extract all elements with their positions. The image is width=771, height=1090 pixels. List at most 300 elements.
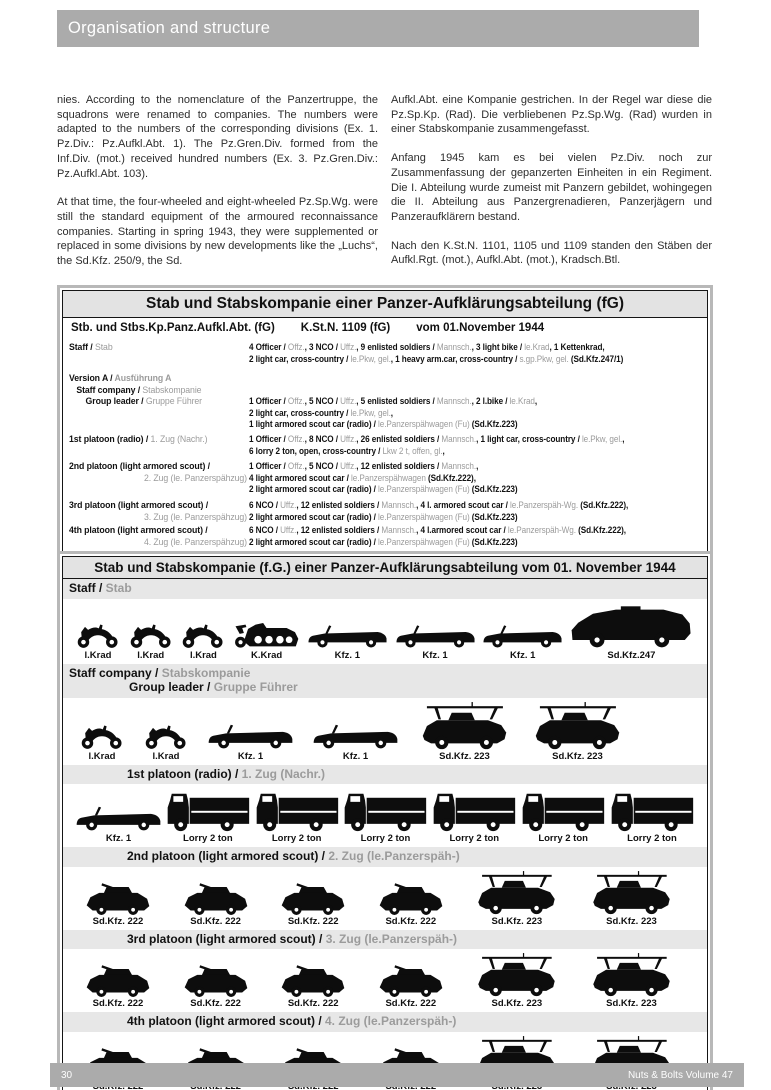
row-label: [69, 434, 247, 457]
text-segment: 2 light armored scout car (radio) /: [249, 536, 379, 548]
row-content: [247, 434, 699, 457]
text-line: [83, 537, 247, 549]
text-segment: Mannsch.: [381, 525, 417, 537]
vehicle-label: Sd.Kfz. 223: [439, 750, 490, 762]
kstn-unit-abbr: Stb. und Stbs.Kp.Panz.Aufkl.Abt. (fG): [71, 322, 275, 334]
text-segment: (Sd.Kfz.222),: [578, 499, 629, 511]
text-segment: Offz.: [287, 342, 305, 353]
sdkfz223-silhouette-icon: [588, 871, 675, 915]
text-segment: le.Panzerspähwagen (Fu): [378, 484, 470, 496]
text-segment: le.Pkw, gel.: [350, 407, 391, 419]
org-chart: [57, 551, 713, 1090]
row-content: [247, 461, 699, 496]
motorcycle-silhouette-icon: [79, 724, 125, 750]
text-segment: le.Pkw, gel.: [350, 353, 391, 365]
vehicle-label: Sd.Kfz. 222: [385, 998, 437, 1009]
text-segment: 4th platoon (light armored scout) /: [127, 1014, 325, 1028]
vehicle-label: l.Krad: [84, 649, 112, 661]
row-label: [69, 373, 247, 431]
org-chart-title: Stab und Stabskompanie (f.G.) einer Panzer-Aufklärungsabteilung vom 01. November 1944: [63, 557, 707, 579]
section-band: [63, 1012, 707, 1032]
vehicle-label: Kfz. 1: [510, 649, 536, 661]
vehicle-label: Lorry 2 ton: [627, 833, 677, 844]
text-segment: ,: [622, 433, 625, 445]
staff-car-silhouette: [307, 621, 388, 661]
text-segment: Version A /: [69, 373, 115, 385]
paragraph: Nach den K.St.N. 1101, 1105 und 1109 standen den Stäben der Aufkl.Rgt. (mot.), Aufkl.Abt. (mot.), Kradsch.Btl.: [391, 239, 712, 267]
org-chart-body: [63, 579, 707, 1090]
text-line: [69, 461, 233, 473]
text-segment: 9 enlisted soldiers /: [360, 342, 437, 353]
text-line: [69, 932, 701, 947]
section-band: [63, 847, 707, 867]
text-segment: le.Panzerspäh-Wg.: [507, 525, 576, 537]
text-line: [69, 1014, 701, 1029]
text-segment: ,: [304, 396, 309, 408]
section-band: [63, 664, 707, 698]
lorry-silhouette-icon: [431, 788, 517, 832]
sdkfz223-silhouette: [473, 953, 560, 1009]
vehicle-label: Kfz. 1: [342, 750, 369, 762]
motorcycle-silhouette: [180, 623, 226, 661]
vehicle-label: Sd.Kfz. 222: [190, 998, 241, 1009]
text-segment: (Sd.Kfz.222),: [575, 525, 626, 537]
text-line: [249, 500, 636, 512]
vehicle-label: Lorry 2 ton: [271, 833, 322, 844]
text-segment: Offz.: [287, 396, 305, 408]
text-segment: 1 Officer /: [249, 461, 288, 473]
lorry-silhouette-icon: [165, 788, 251, 832]
text-line: [249, 484, 636, 496]
text-segment: Uffz.: [280, 499, 297, 511]
sdkfz223-silhouette-icon: [588, 953, 675, 997]
page-footer-bar: [50, 1063, 744, 1087]
vehicle-label: Sd.Kfz. 222: [92, 915, 144, 927]
text-column-right: [391, 93, 712, 283]
text-segment: 2nd platoon (light armored scout) /: [127, 849, 329, 863]
text-segment: ,: [416, 499, 421, 511]
text-line: [249, 461, 636, 473]
text-segment: ,: [304, 342, 309, 353]
vehicle-label: Sd.Kfz. 223: [606, 915, 657, 927]
text-segment: Staff /: [69, 342, 95, 353]
sdkfz222-silhouette: [278, 881, 348, 927]
kstn-table: [57, 285, 713, 562]
text-segment: 12 enlisted soldiers /: [360, 461, 442, 473]
lorry-silhouette-icon: [609, 788, 695, 832]
text-segment: Offz.: [287, 461, 305, 473]
paragraph: nies. According to the nomenclature of the Panzertruppe, the squadrons were renamed to companies. The numbers were adapted to the numbers of the corresponding divisions (Ex. 1. Pz.Div.: Pz.Aufkl.Abt. 1). The Pz.Gren.Div. formed from the Inf.Div. (mot.) received hundred numbers (Ex. 3. Pz.Gren.Div.: Pz.Aufkl.Abt. 103).: [57, 94, 378, 180]
text-line: [249, 525, 636, 537]
sdkfz247-silhouette: [570, 603, 693, 661]
text-line: [249, 434, 636, 446]
text-segment: Lkw 2 t, offen, gl.: [382, 445, 443, 457]
vehicle-label: Kfz. 1: [422, 649, 448, 661]
sdkfz222-silhouette: [83, 881, 153, 927]
motorcycle-silhouette-icon: [143, 724, 189, 750]
vehicle-label: Lorry 2 ton: [360, 833, 411, 844]
sdkfz223-silhouette-icon: [473, 871, 560, 915]
text-segment: Mannsch.: [441, 433, 477, 445]
text-segment: Uffz.: [340, 461, 357, 473]
vehicle-label: Sd.Kfz. 222: [92, 998, 144, 1009]
vehicle-label: Sd.Kfz. 223: [491, 998, 543, 1009]
row-label: [69, 461, 247, 496]
text-segment: Mannsch.: [381, 499, 417, 511]
section-band: [63, 579, 707, 599]
text-segment: (Sd.Kfz.223): [469, 511, 518, 523]
text-segment: 26 enlisted soldiers /: [360, 433, 442, 445]
lorry-silhouette: [342, 788, 428, 844]
vehicle-row: [63, 698, 707, 765]
sdkfz223-silhouette: [588, 871, 675, 927]
table-row: [69, 500, 699, 523]
text-segment: 5 NCO /: [308, 461, 341, 473]
vehicle-label: l.Krad: [152, 750, 180, 762]
text-segment: ,: [296, 525, 301, 537]
text-segment: 1 Officer /: [249, 433, 288, 445]
sdkfz222-silhouette-icon: [181, 881, 251, 915]
text-segment: ,: [476, 461, 479, 473]
kstn-table-title: Stab und Stabskompanie einer Panzer-Aufklärungsabteilung (fG): [63, 291, 707, 318]
text-line: [69, 385, 233, 397]
text-line: [249, 473, 636, 485]
text-segment: (Sd.Kfz.223): [469, 419, 518, 431]
staff-car-silhouette-icon: [207, 720, 294, 750]
staff-car-silhouette-icon: [307, 621, 388, 649]
sdkfz222-silhouette-icon: [278, 963, 348, 997]
sdkfz223-silhouette-icon: [530, 702, 625, 750]
vehicle-label: Kfz. 1: [237, 750, 264, 762]
text-segment: 2nd platoon (light armored scout) /: [69, 461, 211, 473]
sdkfz222-silhouette-icon: [83, 963, 153, 997]
vehicle-label: l.Krad: [137, 649, 165, 661]
row-content: [247, 342, 699, 365]
sdkfz222-silhouette-icon: [83, 881, 153, 915]
kstn-table-subtitle: [63, 318, 707, 336]
table-row: [69, 525, 699, 548]
text-segment: 4 l.armored scout car /: [420, 525, 508, 537]
text-segment: ,: [471, 396, 477, 408]
text-segment: 5 NCO /: [308, 396, 341, 408]
section-band: [63, 930, 707, 950]
paragraph: Anfang 1945 kam es bei vielen Pz.Div. noch zur Zusammenfassung der gepanzerten Einheiten in ein Regiment. Die I. Abteilung wurde zumeist mit Panzern gebildet, wohingegen die II. Abteilung aus Panzergrenadieren, Panzerjägern und Panzeraufklärern bestand.: [391, 152, 712, 223]
text-segment: 3 NCO /: [308, 342, 341, 353]
row-label: [69, 500, 247, 523]
lorry-silhouette-icon: [342, 788, 428, 832]
text-segment: 2. Zug (le. Panzerspähzug): [143, 472, 247, 484]
text-column-left: [57, 93, 378, 283]
text-segment: 2 light armored scout car (radio) /: [249, 511, 379, 523]
text-segment: 3. Zug (le.Panzerspäh-): [325, 931, 458, 946]
text-segment: 1 Kettenkrad,: [553, 342, 605, 353]
text-segment: Stab: [105, 581, 132, 595]
text-line: [249, 446, 636, 458]
text-line: [249, 537, 636, 549]
text-segment: ,: [356, 433, 361, 445]
text-segment: le.Panzerspäh-Wg.: [510, 499, 579, 511]
text-segment: (Sd.Kfz.223): [469, 484, 518, 496]
text-segment: Uffz.: [340, 433, 357, 445]
text-line: [249, 354, 636, 366]
org-chart-inner: [62, 556, 708, 1090]
text-segment: Stabskompanie: [142, 384, 202, 396]
motorcycle-silhouette-icon: [75, 623, 121, 649]
sdkfz222-silhouette-icon: [181, 963, 251, 997]
text-segment: Mannsch.: [441, 461, 477, 473]
lorry-silhouette: [254, 788, 340, 844]
text-segment: ,: [296, 499, 301, 511]
text-segment: Uffz.: [280, 525, 297, 537]
text-line: [249, 512, 636, 524]
text-segment: 6 NCO /: [249, 525, 281, 537]
vehicle-label: Sd.Kfz.247: [607, 649, 656, 661]
sdkfz223-silhouette: [588, 953, 675, 1009]
text-segment: ,: [549, 342, 554, 353]
motorcycle-silhouette: [128, 623, 174, 661]
motorcycle-silhouette-icon: [180, 623, 226, 649]
motorcycle-silhouette: [75, 623, 121, 661]
text-segment: Stab: [94, 342, 113, 353]
text-segment: le.Pkw, gel.: [581, 433, 623, 445]
text-segment: 4th platoon (light armored scout) /: [69, 525, 208, 537]
text-segment: Gruppe Führer: [213, 680, 298, 694]
staff-car-silhouette-icon: [312, 720, 399, 750]
text-line: [69, 680, 701, 695]
text-segment: Uffz.: [340, 342, 357, 353]
text-segment: 2 light car, cross-country /: [249, 353, 351, 365]
paragraph: At that time, the four-wheeled and eight-wheeled Pz.Sp.Wg. were still the standard equipment of the armoured reconnaissance companies. Starting in spring 1943, they were supplemented or replaced in some divisions by new developments like the „Luchs“, the Sd.Kfz. 250/9, the Sd.: [57, 196, 378, 268]
section-band: [63, 765, 707, 785]
staff-car-silhouette: [312, 720, 399, 762]
vehicle-label: Kfz. 1: [334, 649, 360, 661]
vehicle-label: Sd.Kfz. 223: [491, 915, 543, 927]
row-content: [247, 500, 699, 523]
text-line: [69, 500, 233, 512]
text-segment: 5 enlisted soldiers /: [360, 396, 437, 408]
text-segment: 4 Officer /: [249, 342, 288, 353]
text-segment: (Sd.Kfz.247/1): [568, 353, 624, 365]
text-line: [249, 342, 636, 354]
row-content: [247, 525, 699, 548]
text-segment: Ausführung A: [114, 373, 172, 385]
table-row: [69, 434, 699, 457]
staff-car-silhouette: [395, 621, 476, 661]
text-segment: 3. Zug (le. Panzerspähzug): [143, 511, 247, 523]
paragraph: Aufkl.Abt. eine Kompanie gestrichen. In der Regel war diese die Pz.Sp.Kp. (Rad). Die verbliebenen Pz.Sp.Wg. (Rad) wurden in einer Stabskompanie zusammengefasst.: [391, 94, 712, 136]
vehicle-label: Lorry 2 ton: [449, 833, 500, 844]
text-line: [83, 473, 247, 485]
staff-car-silhouette: [482, 621, 563, 661]
text-segment: 1 heavy arm.car, cross-country /: [395, 353, 520, 365]
text-segment: Staff company /: [76, 384, 143, 396]
lorry-silhouette-icon: [254, 788, 340, 832]
table-row: [69, 342, 699, 365]
text-segment: 3rd platoon (light armored scout) /: [127, 931, 326, 946]
text-segment: Gruppe Führer: [145, 396, 202, 408]
lorry-silhouette: [609, 788, 695, 844]
text-segment: Offz.: [287, 433, 305, 445]
text-segment: 6 NCO /: [249, 499, 281, 511]
sdkfz247-silhouette-icon: [570, 603, 693, 649]
text-segment: Group leader /: [129, 680, 214, 694]
lorry-silhouette: [431, 788, 517, 844]
kstn-rows: [63, 336, 707, 556]
text-segment: Mannsch.: [436, 396, 472, 408]
page-header-title: Organisation and structure: [68, 19, 271, 37]
vehicle-label: Kfz. 1: [105, 833, 132, 844]
text-segment: ,: [534, 396, 538, 408]
vehicle-row: [63, 867, 707, 930]
text-segment: 4 light armored scout car /: [249, 472, 352, 484]
text-segment: Uffz.: [340, 396, 357, 408]
kettenkrad-silhouette-icon: [233, 617, 300, 649]
text-segment: Staff company /: [69, 665, 162, 680]
text-segment: Stabskompanie: [161, 665, 251, 680]
text-line: [69, 849, 701, 864]
vehicle-label: Sd.Kfz. 222: [190, 915, 241, 927]
sdkfz222-silhouette-icon: [278, 881, 348, 915]
text-segment: 4. Zug (le. Panzerspähzug): [143, 536, 247, 548]
text-segment: 2 l.bike /: [476, 396, 510, 408]
text-segment: 2 light armored scout car (radio) /: [249, 484, 379, 496]
vehicle-label: Sd.Kfz. 223: [606, 998, 657, 1009]
vehicle-label: Sd.Kfz. 222: [385, 915, 437, 927]
sdkfz222-silhouette: [83, 963, 153, 1009]
sdkfz222-silhouette-icon: [376, 963, 446, 997]
row-label: [69, 525, 247, 548]
text-line: [69, 666, 701, 681]
vehicle-label: Lorry 2 ton: [538, 833, 588, 844]
text-line: [83, 512, 247, 524]
text-segment: 12 enlisted soldiers /: [300, 525, 382, 537]
text-segment: ,: [356, 342, 361, 353]
row-content: [247, 396, 699, 431]
text-line: [69, 342, 233, 354]
lorry-silhouette: [165, 788, 251, 844]
table-row: [69, 373, 699, 431]
vehicle-row: [63, 949, 707, 1012]
text-line: [69, 396, 233, 408]
text-segment: 1 light car, cross-country /: [480, 433, 582, 445]
text-line: [249, 408, 636, 420]
text-segment: ,: [476, 433, 481, 445]
text-segment: ,: [356, 396, 361, 408]
staff-car-silhouette: [75, 802, 162, 844]
text-segment: Group leader /: [85, 396, 146, 408]
text-segment: ,: [471, 342, 477, 353]
text-line: [69, 767, 701, 782]
vehicle-row: [63, 599, 707, 664]
sdkfz223-silhouette: [473, 871, 560, 927]
row-label: [69, 342, 247, 365]
text-segment: ,: [356, 461, 361, 473]
vehicle-row: [63, 784, 707, 847]
text-line: [249, 419, 636, 431]
text-segment: 4. Zug (le.Panzerspäh-): [325, 1014, 457, 1028]
staff-car-silhouette-icon: [482, 621, 563, 649]
text-segment: 12 enlisted soldiers /: [300, 499, 382, 511]
kstn-number: K.St.N. 1109 (fG): [300, 322, 391, 334]
motorcycle-silhouette: [79, 724, 125, 762]
sdkfz222-silhouette: [181, 881, 251, 927]
text-segment: le.Panzerspähwagen: [351, 472, 426, 484]
footer-volume-title: Nuts & Bolts Volume 47: [627, 1069, 733, 1081]
sdkfz222-silhouette: [181, 963, 251, 1009]
vehicle-label: l.Krad: [88, 750, 116, 762]
text-segment: (Sd.Kfz.222),: [425, 472, 476, 484]
text-segment: le.Krad: [509, 396, 535, 408]
text-segment: ,: [304, 433, 309, 445]
body-text-columns: [57, 93, 713, 283]
text-segment: le.Panzerspähwagen (Fu): [378, 511, 470, 523]
kstn-table-inner: [62, 290, 708, 557]
text-segment: 1. Zug (Nachr.): [150, 433, 208, 445]
text-segment: 1. Zug (Nachr.): [241, 766, 326, 781]
vehicle-label: Sd.Kfz. 222: [287, 915, 339, 927]
sdkfz223-silhouette: [417, 702, 512, 762]
text-segment: Mannsch.: [436, 342, 472, 353]
text-segment: 2. Zug (le.Panzerspäh-): [328, 849, 460, 863]
vehicle-label: K.Krad: [251, 649, 283, 661]
text-line: [69, 434, 233, 446]
page-number: 30: [61, 1069, 73, 1081]
text-segment: 4 l. armored scout car /: [420, 499, 511, 511]
text-line: [249, 396, 636, 408]
motorcycle-silhouette-icon: [128, 623, 174, 649]
text-segment: le.Krad: [524, 342, 550, 353]
text-segment: ,: [390, 407, 393, 419]
text-segment: 1st platoon (radio) /: [69, 433, 151, 445]
sdkfz222-silhouette-icon: [376, 881, 446, 915]
text-line: [69, 581, 701, 596]
text-segment: s.gp.Pkw, gel.: [519, 353, 569, 365]
text-segment: 8 NCO /: [308, 433, 341, 445]
text-segment: ,: [416, 525, 421, 537]
text-segment: ,: [304, 461, 309, 473]
text-segment: 3 light bike /: [476, 342, 525, 353]
text-segment: le.Panzerspähwagen (Fu): [378, 536, 470, 548]
sdkfz222-silhouette: [376, 881, 446, 927]
sdkfz223-silhouette: [530, 702, 625, 762]
sdkfz222-silhouette: [376, 963, 446, 1009]
vehicle-label: l.Krad: [189, 649, 217, 661]
staff-car-silhouette-icon: [395, 621, 476, 649]
kettenkrad-silhouette: [233, 617, 300, 661]
motorcycle-silhouette: [143, 724, 189, 762]
text-segment: 6 lorry 2 ton, open, cross-country /: [249, 445, 383, 457]
text-segment: 3rd platoon (light armored scout) /: [69, 499, 209, 511]
text-segment: (Sd.Kfz.223): [469, 536, 518, 548]
lorry-silhouette: [520, 788, 606, 844]
vehicle-label: Sd.Kfz. 223: [552, 750, 603, 762]
text-segment: Staff /: [69, 581, 106, 595]
vehicle-label: Lorry 2 ton: [183, 833, 233, 844]
sdkfz223-silhouette-icon: [417, 702, 512, 750]
lorry-silhouette-icon: [520, 788, 606, 832]
staff-car-silhouette: [207, 720, 294, 762]
text-line: [69, 373, 233, 385]
text-segment: 1 light armored scout car (radio) /: [249, 419, 379, 431]
sdkfz222-silhouette: [278, 963, 348, 1009]
text-segment: ,: [442, 445, 445, 457]
text-segment: 1st platoon (radio) /: [127, 766, 242, 781]
staff-car-silhouette-icon: [75, 802, 162, 832]
vehicle-label: Sd.Kfz. 222: [287, 998, 339, 1009]
text-segment: le.Panzerspähwagen (Fu): [378, 419, 470, 431]
text-segment: 2 light car, cross-country /: [249, 407, 351, 419]
page-header-bar: [57, 10, 699, 47]
